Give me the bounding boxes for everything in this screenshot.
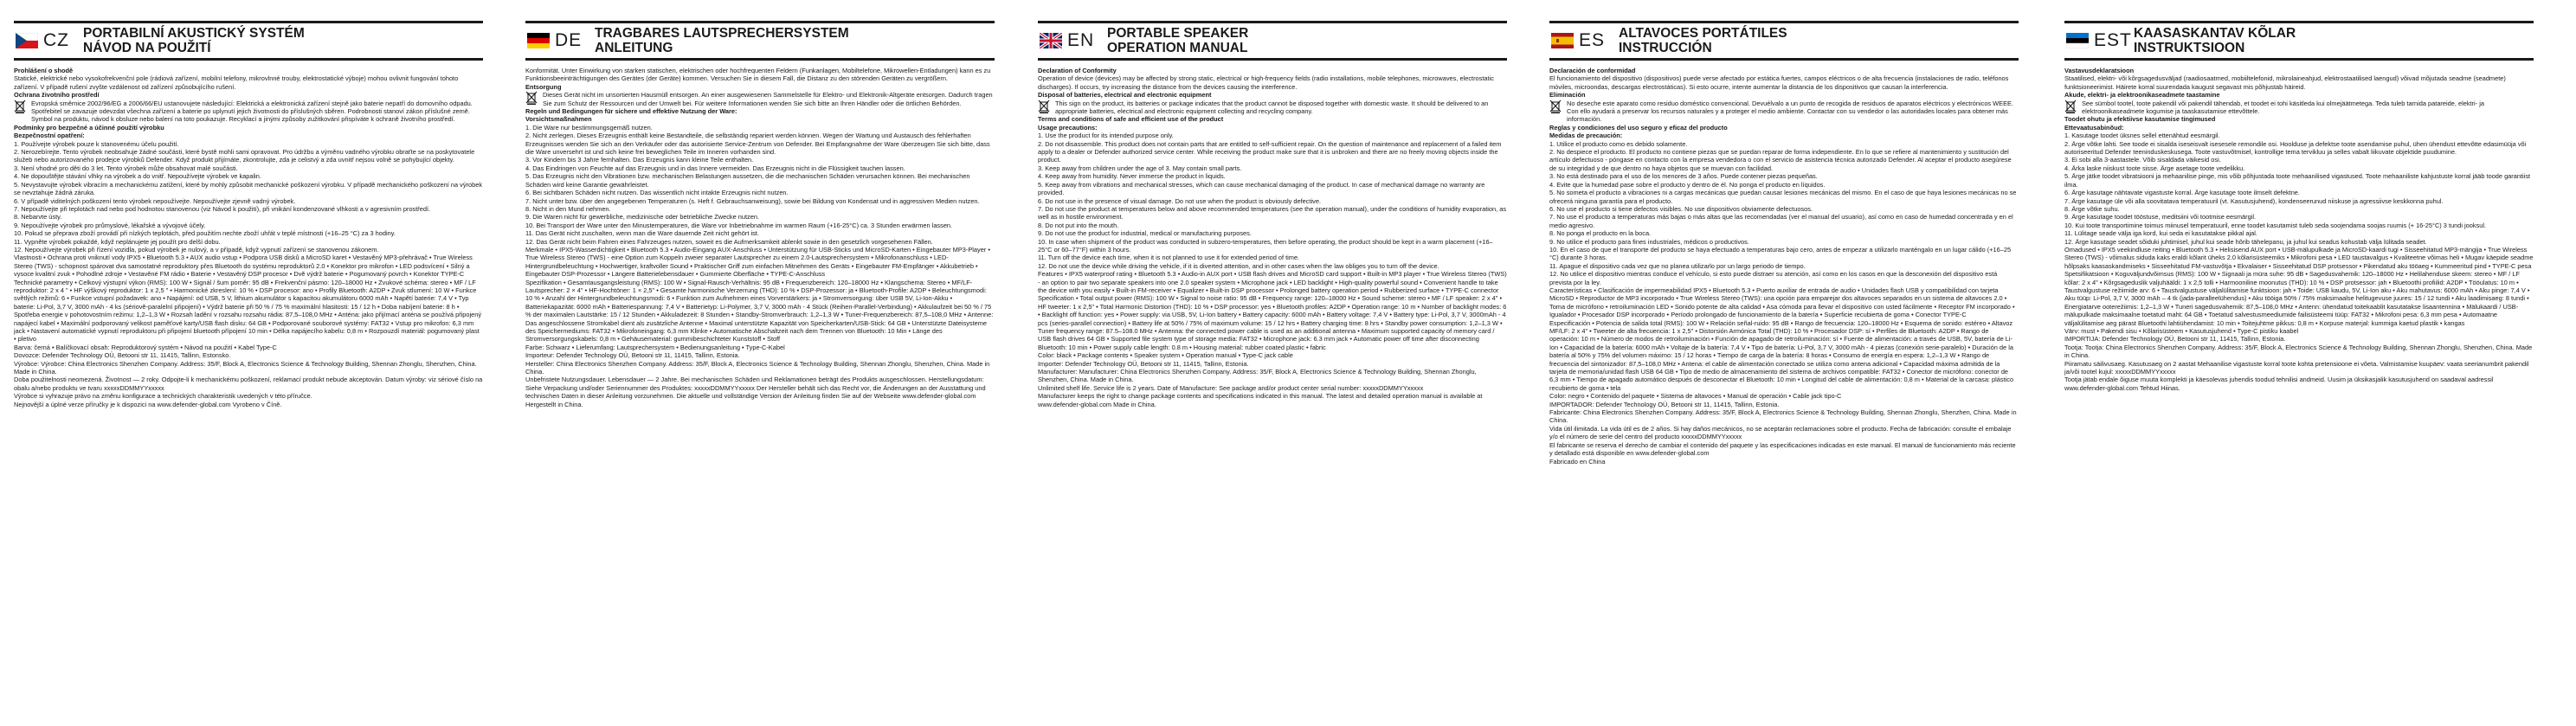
paragraph: 11. Das Gerät nicht zuschalten, wenn man die Ware dauernde Zeit nicht gehört ist. (525, 229, 759, 238)
paragraph: Importer: Defender Technology OÜ, Betooni str 11, 11415, Tallinn, Estonia. (1038, 359, 1249, 368)
disposal-note (2064, 100, 2534, 116)
paragraph: 8. Ärge võtke suhu. (2064, 204, 2120, 213)
paragraph: 4. Keep away from humidity. Never immerse the product in liquids. (1038, 172, 1226, 181)
column-title: KAASASKANTAV KÕLAR INSTRUKTSIOON (2134, 26, 2296, 55)
section-heading: Akude, elektri- ja elektroonikaseadmete taastamine (2064, 91, 2220, 100)
column-de (525, 21, 995, 713)
section-heading: Eliminación (1549, 91, 1586, 100)
paragraph: Doba použitelnosti neomezená. Životnost — 2 roky. Odpojte-li k mechanickému poškození, reklamací produkt nebude akceptován. Datum výroby: viz sériové číslo na obalu a/nebo produktu ve tvaru xxxxxDDMMYYxxxxx (14, 376, 483, 392)
paragraph: 11. Vypněte výrobek pokaždé, když neplánujete jej použít pro delší dobu. (14, 237, 221, 246)
section-heading: Bezpečnostní opatření: (14, 132, 85, 140)
paragraph: 3. No está destinado para el uso de los menores de 3 años. Puede contener piezas pequeñas. (1549, 172, 1818, 181)
paragraph: Dovozce: Defender Technology OÜ, Betooni str 11, 11415, Tallinn, Estonsko. (14, 351, 231, 360)
estonian-flag-icon (2066, 33, 2089, 48)
paragraph: Piiramatu säilivusaeg. Kasutusaeg on 2 aastat Mehaanilise vigastuste korral toote kohta pretensioone ei võeta. Valmistamise kuupäev: vaata seerianumbrit pakendil ja/või tootel kujul: xxxxxDDMMYYxxxxx (2064, 359, 2529, 376)
column-cz (14, 21, 483, 713)
paragraph: Operation of device (devices) may be affected by strong static, electrical or high-frequency fields (radio installations, mobile telephones, microwaves, electrostatic discharges). If occurs, try increasing the distance from the devices causing the interference. (1038, 74, 1494, 91)
paragraph: Specification • Total output power (RMS): 100 W • Signal to noise ratio: 95 dB • Frequency range: 120–18000 Hz • Sound scheme: stereo • MF / LF speaker: 2 x 4" • HF tweeter: 1 x 2,5" • Total Harmonic Distortion (THD): 10 % • DSP processor: yes • Bluetooth profiles: A2DP • Operation range: 10 m • Number of backlight modes: 6 • Backlight off function: yes • Power supply: via USB, 5V, Li-Ion battery • Battery capacity: 6000 mAh • Battery voltage: 7,4 V • Battery type: Li-Pol, 3,7 V, 3000mAh - 4 pcs (series-parallel connection) • Battery life at 50% / 75% of maximum volume: 15 / 12 hrs • Battery charging time: 8 hrs • Standby power consumption: 1,2–1,3 W • Tuner frequency range: 87.5–108.0 MHz • Antenna: the connected power cable is used as an additional antenna • Maximum supported capacity of memory card / USB flash drives 64 GB • Supported file system type of storage media: FAT32 • Microphone jack: 6.3 mm jack • Automatic power off time after disconnecting Bluetooth: 10 min • Power supply cable length: 0.8 m • Housing material: rubber coated plastic • fabric (1038, 294, 1507, 351)
paragraph: 3. Ei sobi alla 3-aastastele. Võib sisaldada väikesid osi. (2064, 156, 2221, 164)
paragraph: 6. Bei sichtbaren Schäden nicht nutzen. Das wissentlich nicht intakte Erzeugnis nicht nutzen. (525, 189, 789, 197)
paragraph: Unbefristete Nutzungsdauer. Lebensdauer — 2 Jahre. Bei mechanischen Schäden und Reklamationen beträgt des Produkts ausgeschlossen. Herstellungsdatum: Siehe Verpackung und/oder Seriennummer des Produktes: xxxxxDDMMYYxxxxx Der Hersteller behält sich das Recht vor, die Änderungen an der Ausstattung und technischen Daten in dieser Anleitung vorzunehmen. Die aktuelle und vollständige Version der Anleitung finden Sie auf der Webseite www.defender-global.com Hergestellt in China. (525, 376, 986, 408)
paragraph: 12. No utilice el dispositivo mientras conduce el vehículo, si esto puede distraer su atención, así como en los casos en que la desconexión del dispositivo está prevista por la ley. (1549, 270, 1998, 286)
paragraph: Nejnovější a úplné verze příručky je k dispozici na www.defender-global.com Vyrobeno v Číně. (14, 400, 282, 408)
paragraph: No deseche este aparato como residuo doméstico convencional. Devuélvalo a un punto de recogida de residuos de aparatos eléctricos y electrónicos WEEE. Con ello ayudará a preservar los recursos naturales y a proteger el medio ambiente. Contactar con su vendedor o las autoridades locales para obtener más información. (1567, 99, 2013, 124)
section-heading: Usage precautions: (1038, 123, 1098, 132)
section-heading: Vastavusdeklaratsioon (2064, 67, 2135, 74)
paragraph: Fabricante: China Electronics Shenzhen Company. Address: 35/F, Block A, Electronics Science & Technology Building, Shennan Zhonglu, Shenzhen, China. Made in China. (1549, 408, 2017, 425)
paragraph: 5. Ärge jätke toodet vibratsiooni ja mehaanilise pinge, mis võib põhjustada toote mehaanilised vigastused. Toote mehaaniliste kahjustuste korral jääb toode garantiist ilma. (2064, 172, 2531, 189)
paragraph: 2. No despiece el producto. El producto no contiene piezas que se puedan reparar de forma independiente. En lo que se refiere al mantenimiento y sustitución del artículo defectuoso - póngase en contacto con la empresa vendedora o con el servicio de asistencia técnica autorizado Defender. Al aceptar el producto asegúrese de su integridad y de que dentro no haya objetos que se muevan con facilidad. (1549, 148, 2012, 172)
column-header (1549, 21, 2019, 61)
paragraph: 10. In case when shipment of the product was conducted in subzero-temperatures, then before operating, the product should be kept in a warm placement (+16–25°C or 60–77°F) within 3 hours. (1038, 237, 1493, 254)
paragraph: 1. Kasutage toodet üksnes sellel ettenähtud eesmärgil. (2064, 132, 2220, 140)
crossed-bin-icon (525, 91, 538, 105)
column-est (2064, 21, 2534, 713)
paragraph: 10. En el caso de que el transporte del producto se haya efectuado a temperaturas bajo cero, antes de empezar a utilizarlo manténgalo en un lugar cálido (+16–25 °C) durante 3 horas. (1549, 245, 2012, 262)
paragraph: Výrobce si vyhrazuje právo na změnu konfigurace a technických charakteristik uvedených v této příručce. (14, 392, 312, 401)
disposal-note (525, 91, 995, 107)
paragraph: Technické parametry • Celkový výstupní výkon (RMS): 100 W • Signál / šum poměr: 95 dB • Frekvenční pásmo: 120–18000 Hz • Zvukové schéma: stereo • MF / LF reproduktor: 2 x 4 " • HF výškový reproduktor: 1 x 2,5 " • Harmonické zkreslení: 10 % • DSP procesor: ano • Profily Bluetooth: A2DP • Zvuk stlumení: 10 W • Funkce světlých režimů: 6 • Funkce vstupní požadavek: ano • Napájení: od USB, 5 V, lithium akumulátor s kapacitou akumulátoru 6000 mAh • Napětí baterie: 7,4 V • Typ baterie: Li-Pol, 3,7 V, 3000 mAh - 4 ks (sériově-paralelní připojení) • Výdrž baterie při 50 % / 75 % maximální hlasitosti: 15 / 12 h • Doba nabíjení baterie: 8 h • Spotřeba energie v pohotovostním režimu: 1,2–1,3 W • Rozsah ladění v rozsahu rozsahu rádia: 87,5–108,0 MHz • Anténa: jako přijímací anténa se používá připojený napájecí kabel • Maximální podporovaný velikost paměťové karty/USB flash disku: 64 GB • Podporované souborové systémy: FAT32 • Vstup pro mikrofon: 6,3 mm jack • Nastavení automatické vypnutí reproduktoru při připojení bluetooth přípojení 10 min • Délka napájecího kabelu: 0,8 m • Rozpouzdí materiál: pogumovaný plast • pletivo (14, 278, 482, 344)
language-code: EN (1067, 30, 1095, 50)
crossed-bin-icon (1038, 100, 1050, 113)
paragraph: 7. Nicht unter bzw. über den angegebenen Temperaturen (s. Heft f. Gebrauchsanweisung), sowie bei Bildung von Kondensat und in aggressiven Medien nutzen. (525, 196, 980, 205)
section-heading: Toodet ohutu ja efektiivse kasutamise tingimused (2064, 115, 2216, 124)
section-heading: Entsorgung (525, 82, 562, 91)
paragraph: 11. Turn off the device each time, when it is not planned to use it for extended period of time. (1038, 254, 1300, 262)
paragraph: 11. Lülitage seade välja iga kord, kui seda ei kasutatakse pikkal ajal. (2064, 229, 2257, 238)
paragraph: Especificación • Potencia de salida total (RMS): 100 W • Relación señal-ruido: 95 dB • Rango de frecuencia: 120–18000 Hz • Esquema de sonido: estéreo • Altavoz MF/LF: 2 x 4" • Tweeter de alta frecuencia: 1 x 2,5" • Distorsión Armónica Total (THD): 10 % • Procesador DSP: sí • Perfiles de Bluetooth: A2DP • Rango de operación: 10 m • Número de modos de retroiluminación • Función de apagado de retroiluminación: sí • Fuente de alimentación: a través de USB, 5V, batería de Li-Ion • Capacidad de la batería: 6000 mAh • Voltaje de la batería: 7,4 V • Tipo de batería: Li-Pol, 3,7 V, 3000 mAh - 4 piezas (conexión serie-paralelo) • Duración de la batería al 50% y 75% del volumen máximo: 15 / 12 horas • Tiempo de carga de la batería: 8 horas • Consumo de energía en espera: 1,2–1,3 W • Rango de frecuencia del sintonizador: 87,5–108,0 MHz • Antena: el cable de alimentación conectado se utiliza como antena adicional • Capacidad máxima admitida de la tarjeta de memoria/unidad flash USB 64 GB • Tipo de medio de almacenamiento del sistema de archivos compatible: FAT32 • Conector de micrófono: conector de 6,3 mm • Tiempo de apagado automático después de desconectar el Bluetooth: 10 min • Longitud del cable de alimentación: 0,8 m • Material de la carcasa: plástico recubierto de goma • tela (1549, 318, 2014, 392)
paragraph: 3. Vor Kindern bis 3 Jahre fernhalten. Das Erzeugnis kann kleine Teile enthalten. (525, 156, 754, 164)
paragraph: 9. Nepoužívejte výrobek pro průmyslové, lékařské a vývojové účely. (14, 221, 206, 229)
paragraph: 6. Ärge kasutage nähtavate vigastuste korral. Ärge kasutage toote ilmselt defektne. (2064, 189, 2300, 197)
paragraph: 8. No ponga el producto en la boca. (1549, 229, 1652, 238)
disposal-note (14, 100, 483, 124)
column-title: ALTAVOCES PORTÁTILES INSTRUCCIÓN (1619, 26, 1787, 55)
paragraph: 7. No use el producto a temperaturas más bajas o más altas que las recomendadas (ver el manual del usuario), así como en caso de humedad concentrada y en el medio agresivo. (1549, 213, 2013, 229)
paragraph: 6. V případě viditelných poškození tento výrobek nepoužívejte. Nepoužívejte zjevně vadný výrobek. (14, 196, 296, 205)
paragraph: 1. Používejte výrobek pouze k stanovenému účelu použití. (14, 139, 179, 148)
paragraph: 12. Do not use the device while driving the vehicle, if it is diverted attention, and in other cases when the law obliges you to turn off the device. (1038, 261, 1439, 270)
paragraph: Staatilised, elektri- või kõrgsagedusväljad (raadiosaatmed, mobiiltelefonid, mikrolaineahjud, elektrostaatilised laengud) võivad mõjutada seadme (seadmete) funktsioneerimist. Häirete korral suurendada kaugust segavast mis põhjustab häireid. (2064, 74, 2506, 91)
paragraph: Color: black • Package contents • Speaker system • Operation manual • Type-C jack cable (1038, 351, 1293, 360)
paragraph: Evropská směrnice 2002/96/EG a 2006/66/EU ustanovujete následující: Elektrická a elektronická zařízení stejně jako baterie nepatří do domovního odpadu. Spotřebitel se zavazuje odevzdat všechna zařízení a baterie po uplynutí jejich životnosti do příslušných sběren. Podrobnosti stanoví zákon příslušné země. Symbol na produktu, návod k obsluze nebo balení na toto poukazuje. Recyklací a jinými způsoby zužitkování přispíváte k ochraně životního prostředí. (31, 99, 473, 124)
section-heading: Terms and conditions of safe and efficient use of the product (1038, 115, 1224, 124)
paragraph: Vida útil ilimitada. La vida útil es de 2 años. Si hay daños mecánicos, no se aceptarán reclamaciones sobre el producto. Fecha de fabricación: consulte el embalaje y/o el número de serie del centro del producto xxxxxDDMMYYxxxxx (1549, 424, 2012, 441)
paragraph: Konformität. Unter Einwirkung von starken statischen, elektrischen oder hochfrequenten Feldern (Funkanlagen, Mobiltelefone, Mikrowellen-Entladungen) kann es zu Funktionsbeeinträchtigungen des Gerätes (der Geräte) kommen. Versuchen Sie in diesem Fall, die Distanz zu den störenden Geräten zu vergrößern. (525, 67, 991, 83)
column-header (1038, 21, 1507, 61)
column-title: PORTABILNÍ AKUSTICKÝ SYSTÉM NÁVOD NA POUŽITÍ (83, 26, 305, 55)
paragraph: Spezifikation • Gesamtausgangsleistung (RMS): 100 W • Signal-Rausch-Verhältnis: 95 dB • Frequenzbereich: 120–18000 Hz • Klangschema: Stereo • MF/LF-Lautsprecher: 2 × 4" • HF-Hochtöner: 1 × 2,5" • Gesamte harmonische Verzerrung (THD): 10 % • DSP-Prozessor: ja • Bluetooth-Profile: A2DP • Beleuchtungsmodi: 10 % • Anzahl der Hintergrundbeleuchtungsmodi: 6 • Funktion zum Aufnehmen eines Vorverstärkers: ja • Stromversorgung: über USB 5V, Li-Ion-Akku • Batteriekapazität: 6000 mAh • Batteriespannung: 7,4 V • Batterietyp: Li-Polymer, 3,7 V, 3000 mAh - 4 Stück (Reihen-Parallel-Verbindung) • Akkulaufzeit bei 50 % / 75 % der maximalen Lautstärke: 15 / 12 Stunden • Akkuladezeit: 8 Stunden • Standby-Stromverbrauch: 1,2–1,3 W • Tuner-Frequenzbereich: 87,5–108,0 MHz • Antenne: Das angeschlossene Stromkabel dient als zusätzliche Antenne • Maximal unterstützte Kapazität von Speicherkarten/USB-Stick: 64 GB • Unterstützte Dateisysteme des Speichermediums: FAT32 • Mikrofoneingang: 6,3 mm Klinke • Automatische Abschaltzeit nach dem Trennen von Bluetooth: 10 Min • Länge des Stromversorgungskabels: 0,8 m • Gehäusematerial: gummibeschichteter Kunststoff • Stoff (525, 278, 994, 344)
paragraph: 12. Das Gerät nicht beim Fahren eines Fahrzeuges nutzen, soweit es die Aufmerksamkeit ablenkt sowie in den gesetzlich vorgesehenen Fällen. (525, 237, 933, 246)
language-code: ES (1579, 30, 1606, 50)
paragraph: This sign on the product, its batteries or package indicates that the product cannot be disposed together with domestic waste. It should be delivered to an appropriate batteries, electrical and electronic equipment collecting and recycling company. (1055, 99, 1489, 116)
paragraph: Merkmale • IPX5-Wasserdichtigkeit • Bluetooth 5.3 • Audio-Eingang AUX-Anschluss • Unterstützung für USB-Sticks und MicroSD-Karten • Eingebauter MP3-Player • True Wireless Stereo (TWS) - eine Option zum Koppeln zweier separater Lautsprecher zu einem 2.0-Lautsprechersystem • Mikrofonanschluss • LED-Hintergrundbeleuchtung • Hochwertiger, kraftvoller Sound • Praktischer Griff zum einfachen Mitnehmen des Geräts • Eingebauter FM-Empfänger • Akkubetrieb • Eingebauter DSP-Prozessor • Längere Batterielebensdauer • Gummierte Oberfläche • TYPE-C-Anschluss (525, 245, 990, 279)
paragraph: 8. Nebarvte ústy. (14, 213, 62, 222)
section-heading: Vorsichtsmaßnahmen (525, 115, 592, 124)
column-header (2064, 21, 2534, 61)
disposal-note (1549, 100, 2019, 124)
paragraph: 10. Pokud se přeprava zboží provádí při nízkých teplotách, před použitím nechte zboží uhřát v teplé místnosti (+16–25 °C) za 3 hodiny. (14, 229, 396, 238)
column-body (1038, 61, 1507, 408)
paragraph: Color: negro • Contenido del paquete • Sistema de altavoces • Manual de operación • Cable jack tipo-C (1549, 392, 1842, 401)
paragraph: Vlastnosti • Ochrana proti vniknutí vody IPX5 • Bluetooth 5.3 • AUX audio vstup • Podpora USB disků a MicroSD karet • Vestavěný MP3-přehrávač • True Wireless Stereo (TWS) - schopnost spárovat dva samostatné reproduktory přes Bluetooth do systému reproduktorů 2.0 • Konektor pro mikrofon • LED podsvícení • Silný a vysoce kvalitní zvuk • Pohodlné zdroje • Vestavěné FM rádio • Baterie • Vestavěný DSP procesor • Dvě výdrž baterie • Pogumovaný povrch • Konektor TYPE-C (14, 254, 473, 279)
language-code: DE (555, 30, 583, 50)
paragraph: Spetsifikatsioon • Koguväljundvõimsus (RMS): 100 W • Signaali ja müra suhe: 95 dB • Sagedusvahemik: 120–18000 Hz • Helilahenduse skeem: stereo • MF / LF kõlar: 2 x 4" • Kõrgsageduslik valjuhääldi: 1 x 2,5 tolli • Harmooniline moonutus (THD): 10 % • DSP protsessor: jah • Bluetoothi profiilid: A2DP • Tööulatus: 10 m • Taustvalgustuse režiimide arv: 6 • Taustvalgustuse väljalülitamise funktsioon: jah • Toide: USB kaudu, 5V, Li-Ion aku • Aku mahutavus: 6000 mAh • Aku pinge: 7,4 V • Aku tüüp: Li-Pol, 3,7 V, 3000 mAh – 4 tk (jada-paralleelühendus) • Aku tööiga 50% / 75% maksimaalse helitugevuse juures: 15 / 12 tundi • Aku laadimisaeg: 8 tundi • Energiatarve ooterežiimis: 1,2–1,3 W • Tuneri sagedusvahemik: 87,5–108,0 MHz • Antenn: ühendatud toitekaablit kasutatakse lisaantennina • Mälukaardi / USB-mälupulkade maksimaalne toetatud maht: 64 GB • Toetatud salvestusmeediumide failisüsteemi tüüp: FAT32 • Mikrofoni pesa: 6,3 mm pesa • Automaatne väljalülitamise aeg pärast Bluetoothi lahtiühendamist: 10 min • Toitejuhtme pikkus: 0,8 m • Korpuse materjal: kummiga kaetud plastik • kangas (2064, 270, 2530, 327)
paragraph: Barva: černá • Balíčkovací obsah: Reproduktorový systém • Návod na použití • Kabel Type-C (14, 343, 277, 351)
paragraph: IMPORTADOR: Defender Technology OÜ, Betooni str 11, 11415, Tallinn, Estonia. (1549, 400, 1780, 408)
paragraph: 4. Ne dopouštějte stávání vlhky na výrobek a do vnitř. Nepoužívejte výrobek ve kapalin. (14, 172, 261, 181)
section-heading: Ettevaatusabinõud: (2064, 123, 2124, 132)
section-heading: Declaración de conformidad (1549, 67, 1636, 74)
paragraph: El fabricante se reserva el derecho de cambiar el contenido del paquete y las especificaciones indicadas en este manual. El manual de funcionamiento más reciente y detallado está disponible en www.defender-global.com (1549, 440, 2016, 458)
paragraph: Tootja jätab endale õiguse muuta komplekti ja käesolevas juhendis toodud tehnilisi andmeid. Uusim ja üksikasjalik kasutusjuhend on saadaval aadressil www.defender-global.com Tehtud Hiinas. (2064, 376, 2494, 392)
paragraph: 7. Nepoužívejte při teplotách nad nebo pod hodnotou stanovenou (viz Návod k použití), při vnikání kondenzované vlhkosti a v agresivním prostředí. (14, 204, 431, 213)
paragraph: 12. Nepoužívejte výrobek při řízení vozidla, pokud výrobek je nulový, a v případě, když vypnutí zařízení se stanovenou zákonem. (14, 245, 379, 254)
paragraph: 9. Die Waren nicht für gewerbliche, medizinische oder betriebliche Zwecke nutzen. (525, 213, 760, 222)
language-code: CZ (43, 30, 69, 50)
paragraph: See sümbol tootel, toote pakendil või pakendil tähendab, et toodet ei tohi käsitleda kui olmejäätmetega. Teda tuleb tarnida patareide, elektri- ja elektroonikaseadmete kogumise ja taaskasutamise ettevõttele. (2082, 99, 2484, 116)
paragraph: Hersteller: China Electronics Shenzhen Company. Address: 35/F, Block A, Electronics Science & Technology Building, Shennan Zhonglu, Shenzhen, China. Made in China. (525, 359, 990, 376)
crossed-bin-icon (14, 100, 26, 113)
paragraph: 4. Ärka laske niiskust toote sisse. Ärge asetage toote vedelikku. (2064, 164, 2245, 172)
german-flag-icon (527, 33, 550, 48)
paragraph: 7. Ärge kasutage üle või alla soovitatava temperatuuril (vt. Kasutusjuhend), kondenseerunud niiskuse ja agressiivse keskkonna puhul. (2064, 196, 2444, 205)
czech-flag-icon (16, 33, 38, 48)
paragraph: 2. Nicht zerlegen. Dieses Erzeugnis enthält keine Bestandteile, die selbständig repariert werden können. Wegen der Wartung und Austausch des fehlerhaften Erzeugnisses wenden Sie sich an den Verkäufer oder das autorisierte Service-Zentrum von Defender. Bei Empfangnahme der Ware überzeugen Sie sich bitte, dass die Ware unversehrt ist und sich keine frei beweglichen Teile im Inneren vorhanden sind. (525, 132, 990, 157)
paragraph: IMPORTIJA: Defender Technology OÜ, Betooni str 11, 11415, Tallinn, Estonia. (2064, 335, 2286, 344)
paragraph: 3. Není vhodné pro děti do 3 let. Tento výrobek může obsahovat malé součásti. (14, 164, 238, 172)
paragraph: 11. Apague el dispositivo cada vez que no planea utilizarlo por un largo periodo de tiempo. (1549, 261, 1806, 270)
paragraph: Fabricado en China (1549, 457, 1606, 466)
column-es (1549, 21, 2019, 713)
spanish-flag-icon (1551, 33, 1574, 48)
paragraph: Výrobce: Výrobce: China Electronics Shenzhen Company. Address: 35/F, Block A, Electronics Science & Technology Building, Shennan Zhonglu, Shenzhen, China. Made in China. (14, 359, 477, 376)
paragraph: 7. Do not use the product at temperatures below and above recommended temperatures (see the operation manual), under the conditions of humidity evaporation, as well as in hostile environment. (1038, 204, 1507, 222)
column-body (2064, 61, 2534, 392)
paragraph: 1. Die Ware nur bestimmungsgemäß nutzen. (525, 123, 653, 132)
paragraph: Dieses Gerät nicht im unsortierten Hausmüll entsorgen. An einer ausgewiesenen Sammelstelle für Elektro- und Elektronik-Altgeräte entsorgen. Dadurch tragen Sie zum Schutz der Ressourcen und der Umwelt bei. Für weitere Informationen wenden Sie sich bitte an Ihren Händler oder die örtlichen Behörden. (543, 91, 993, 107)
column-header (14, 21, 483, 61)
paragraph: El funcionamiento del dispositivo (dispositivos) puede verse afectado por estática fuertes, campos eléctricos o de alta frecuencia (instalaciones de radio, teléfonos móviles, microondas, descargas electrostáticas). Si esto ocurre, intente aumentar la distancia de los dispositivos que causan la interferencia. (1549, 74, 2009, 91)
paragraph: 1. Use the product for its intended purpose only. (1038, 132, 1174, 140)
column-header (525, 21, 995, 61)
paragraph: 10. Kui toote transportimine toimus miinusel temperatuuril, enne toodet kasutamist tuleb seda soojendama soojas ruumis (+ 16-25°C) 3 tundi jooksul. (2064, 221, 2487, 229)
paragraph: 8. Do not put into the mouth. (1038, 221, 1119, 229)
section-heading: Podmínky pro bezpečné a účinné použití výrobku (14, 123, 164, 132)
language-code: EST (2094, 30, 2132, 50)
paragraph: Omadused • IPX5 veekindluse reiting • Bluetooth 5.3 • Helisisend AUX port • USB-mälupulkade ja MicroSD-kaardi tugi • Sisseehitatud MP3-mängija • True Wireless Stereo (TWS) - võimalus siduda kaks eraldi kõlarit üheks 2.0 kõlarisüsteemiks • Mikrofoni pesa • LED taustavalgus • Kvaliteetne võimas heli • Mugav käepide seadme hõlpsaks kaasaskandmiseks • Sisseehitatud FM-vastuvõtja • Ekvalaiser • Sisseehitatud DSP protsessor • Pikendatud aku tööaeg • Kummeeritud pind • TYPE-C pesa (2064, 245, 2534, 270)
column-en (1038, 21, 1507, 713)
paragraph: Manufacturer: Manufacturer: China Electronics Shenzhen Company. Address: 35/F, Block A, Electronics Science & Technology Building, Shennan Zhonglu, Shenzhen, China. Made in China. (1038, 368, 1477, 384)
paragraph: Värv: must • Pakendi sisu • Kõlarisüsteem • Kasutusjuhend • Type-C pistiku kaabel (2064, 327, 2299, 335)
paragraph: 8. Nicht in den Mund nehmen. (525, 204, 611, 213)
column-body (1549, 61, 2019, 466)
paragraph: 3. Keep away from children under the age of 3. May contain small parts. (1038, 164, 1242, 172)
paragraph: 5. Nevystavujte výrobek vibracím a mechanickému zatížení, které by mohly způsobit mechanické poškození výrobku. V případě mechanického poškození na výrobek se nevztahuje žádná záruka. (14, 180, 483, 197)
paragraph: 2. Do not disassemble. This product does not contain parts that are entitled to self-sufficient repair. On the question of maintenance and replacement of a failed item apply to a dealer or Defender authorized service center. While receiving the product make sure that it is unbroken and there are no freely moving objects inside the product. (1038, 139, 1502, 164)
paragraph: Unlimited shelf life. Service life is 2 years. Date of Manufacture: See package and/or product center serial number: xxxxxDDMMYYxxxxx (1038, 383, 1424, 392)
disposal-note (1038, 100, 1507, 116)
section-heading: Prohlášení o shodě (14, 67, 74, 74)
column-title: TRAGBARES LAUTSPRECHERSYSTEM ANLEITUNG (595, 26, 849, 55)
paragraph: 5. No someta el producto a vibraciones ni a cargas mecánicas que puedan causar lesiones mecánicas del mismo. En el caso de que haya lesiones mecánicas no se ofrecerá ninguna garantía para el producto. (1549, 189, 2017, 205)
paragraph: 5. Keep away from vibrations and mechanical stresses, which can cause mechanical damaging of the product. In case of mechanical damage no warranty are provided. (1038, 180, 1485, 197)
paragraph: Características • Clasificación de impermeabilidad IPX5 • Bluetooth 5.3 • Puerto auxiliar de entrada de audio • Unidades flash USB y compatibilidad con tarjeta MicroSD • Reproductor de MP3 incorporado • True Wireless Stereo (TWS): una opción para emparejar dos altavoces separados en un sistema de altavoces 2.0 • Toma de micrófono • retroiluminación LED • Sonido potente de alta calidad • Asa cómoda para llevar el dispositivo con usted fácilmente • Receptor FM incorporado • Igualador • Procesador DSP incorporado • Período prolongado de funcionamiento de la batería • Superficie recubierta de goma • Conector TYPE-C (1549, 286, 2015, 319)
paragraph: Features • IPX5 waterproof rating • Bluetooth 5.3 • Audio-in AUX port • USB flash drives and MicroSD card support • Built-in MP3 player • True Wireless Stereo (TWS) - an option to pair two separate speakers into one 2.0 speaker system • Microphone jack • LED backlight • High-quality powerful sound • Convenient handle to take the device with you easily • Built-in FM-receiver • Equalizer • Built-in DSP processor • Prolonged battery operation period • Rubberized surface • TYPE-C connector (1038, 270, 1507, 294)
paragraph: 9. Do not use the product for industrial, medical or manufacturing purposes. (1038, 229, 1252, 238)
paragraph: Tootja: Tootja: China Electronics Shenzhen Company. Address: 35/F, Block A, Electronics Science & Technology Building, Shennan Zhonglu, Shenzhen, China. Made in China. (2064, 343, 2533, 360)
paragraph: 6. No use el producto si tiene defectos visibles. No use dispositivos obviamente defectuosos. (1549, 204, 1813, 213)
paragraph: 6. Do not use in the presence of visual damage. Do not use when the product is obviously defective. (1038, 196, 1322, 205)
crossed-bin-icon (2064, 100, 2077, 113)
section-heading: Declaration of Conformity (1038, 67, 1117, 74)
column-title: PORTABLE SPEAKER OPERATION MANUAL (1107, 26, 1249, 55)
section-heading: Ochrana životního prostředí (14, 91, 100, 100)
column-body (14, 61, 483, 408)
section-heading: Disposal of batteries, electrical and electronic equipment (1038, 91, 1212, 100)
paragraph: Statické, elektrické nebo vysokofrekvenční pole (rádiová zařízení, mobilní telefony, mikrovlnné trouby, elektrostatické výboje) mohou ovlivnit fungování tohoto zařízení. V případě rušení zvyšte vzdálenost od zařízení způsobujícího rušení. (14, 74, 459, 91)
paragraph: 4. Das Eindringen von Feuchte auf das Erzeugnis und in das Innere vermeiden. Das Erzeugnis nicht in die Flüssigkeit tauchen lassen. (525, 164, 905, 172)
section-heading: Reglas y condiciones del uso seguro y eficaz del producto (1549, 123, 1728, 132)
column-body (525, 61, 995, 408)
paragraph: 4. Evite que la humedad pase sobre el producto y dentro de él. No ponga el producto en líquidos. (1549, 180, 1826, 189)
paragraph: Importeur: Defender Technology OÜ, Betooni str 11, 11415, Tallinn, Estonia. (525, 351, 740, 360)
paragraph: Farbe: Schwarz • Lieferumfang: Lautsprechersystem • Bedienungsanleitung • Type-C-Kabel (525, 343, 785, 351)
uk-flag-icon (1040, 33, 1062, 48)
paragraph: 9. No utilice el producto para fines industriales, médicos o productivos. (1549, 237, 1749, 246)
paragraph: 12. Ärge kasutage seadet sõiduki juhtimisel, juhul kui seade hõrib tähelepanu, ja juhul kui seadus kohustab välja lülitada seadet. (2064, 237, 2427, 246)
section-heading: Regeln und Bedingungen für sichere und effektive Nutzung der Ware: (525, 107, 737, 116)
paragraph: Manufacturer keeps the right to change package contents and specifications indicated in this manual. The latest and detailed operation manual is available at www.defender-global.com Made in China. (1038, 392, 1483, 408)
paragraph: 9. Ärge kasutage toodet tööstuse, meditsiini või tootmise eesmärgil. (2064, 213, 2257, 222)
crossed-bin-icon (1549, 100, 1562, 113)
paragraph: 5. Das Erzeugnis nicht den Vibrationen bzw. mechanischen Belastungen aussetzen, die die mechanischen Schäden verursachen können. Bei mechanischen Schäden wird keine Garantie gewährleistet. (525, 172, 970, 189)
paragraph: 10. Bei Transport der Ware unter den Minustemperaturen, die Ware vor Inbetriebnahme im warmen Raum (+16-25°C) ca. 3 Stunden erwärmen lassen. (525, 221, 953, 229)
paragraph: 2. Nerozebírejte. Tento výrobek neobsahuje žádné součásti, které bystě mohli sami opravovat. Pro údržbu a výměnu vadného výrobku obraťte se na poskytovatele služeb nebo autorizovaného prodejce výrobků Defender. Když produkt přijímáte, zkontrolujte, zda je celistvý a zda uvnitř nejsou volně se pohybující objekty. (14, 148, 475, 164)
section-heading: Medidas de precaución: (1549, 132, 1623, 140)
paragraph: 1. Utilice el producto como es debido solamente. (1549, 139, 1688, 148)
paragraph: 2. Ärge võtke lahti. See toode ei sisalda iseseisvalt isesesele remondile osi. Hoolduse ja defektse toote asendamise puhul, ühen ühendust ettevõtte edasimüüja või autoriseeritud Defender teeninduskeskusega. Toote vastuvõtmisel, kontrollige tema tervikluu ja selles vabalt liikuvate objektide puudumine. (2064, 139, 2527, 157)
